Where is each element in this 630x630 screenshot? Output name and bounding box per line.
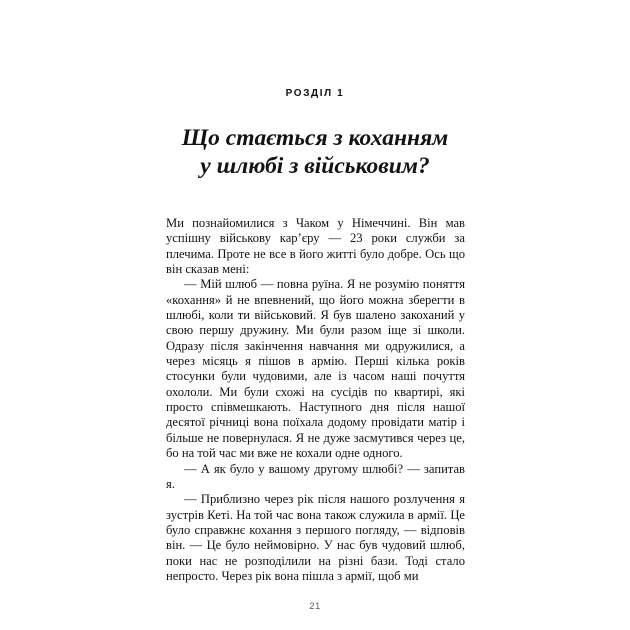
body-paragraph: — А як було у вашому другому шлюбі? — запитав я. <box>166 461 465 491</box>
chapter-title-line-1: Що стається з коханням <box>181 124 449 151</box>
chapter-header <box>0 88 630 100</box>
chapter-title-line-2: у шлюбі з військовим? <box>200 152 430 179</box>
body-paragraph: — Приблизно через рік після нашого розлучення я зустрів Кеті. На той час вона також служила в армії. Це було справжнє кохання з першого погляду, — відповів він. — Це було неймовірно. У нас був чудовий шлюб, поки нас не розподілили на різні бази. Тоді стало непросто. Через рік вона пішла з армії, щоб ми <box>166 492 465 583</box>
body-paragraph: — Мій шлюб — повна руїна. Я не розумію поняття «кохання» й не впевнений, що його можна зберегти в шлюбі, коли ти військовий. Я був шалено закоханий у свою першу дружину. Ми були разом іще зі школи. Одразу після закінчення навчання ми одружилися, а через місяць я пішов в армію. Перші кілька років стосунки були чудовими, але із часом наші почуття охололи. Ми були схожі на сусідів по квартирі, які просто співмешкають. Наступного дня після нашої десятої річниці вона поїхала додому провідати матір і більше не повернулася. Я не дуже засмутився через це, бо на той час ми вже не кохали одне одного. <box>166 277 465 461</box>
chapter-title <box>0 124 630 180</box>
page-number: 21 <box>309 601 321 612</box>
body-paragraph: Ми познайомилися з Чаком у Німеччині. Він мав успішну військову кар’єру — 23 роки служби за плечима. Проте не все в його житті було добре. Ось що він сказав мені: <box>166 216 465 277</box>
body-text-column <box>166 216 465 584</box>
chapter-number-label: РОЗДІЛ 1 <box>285 88 345 99</box>
